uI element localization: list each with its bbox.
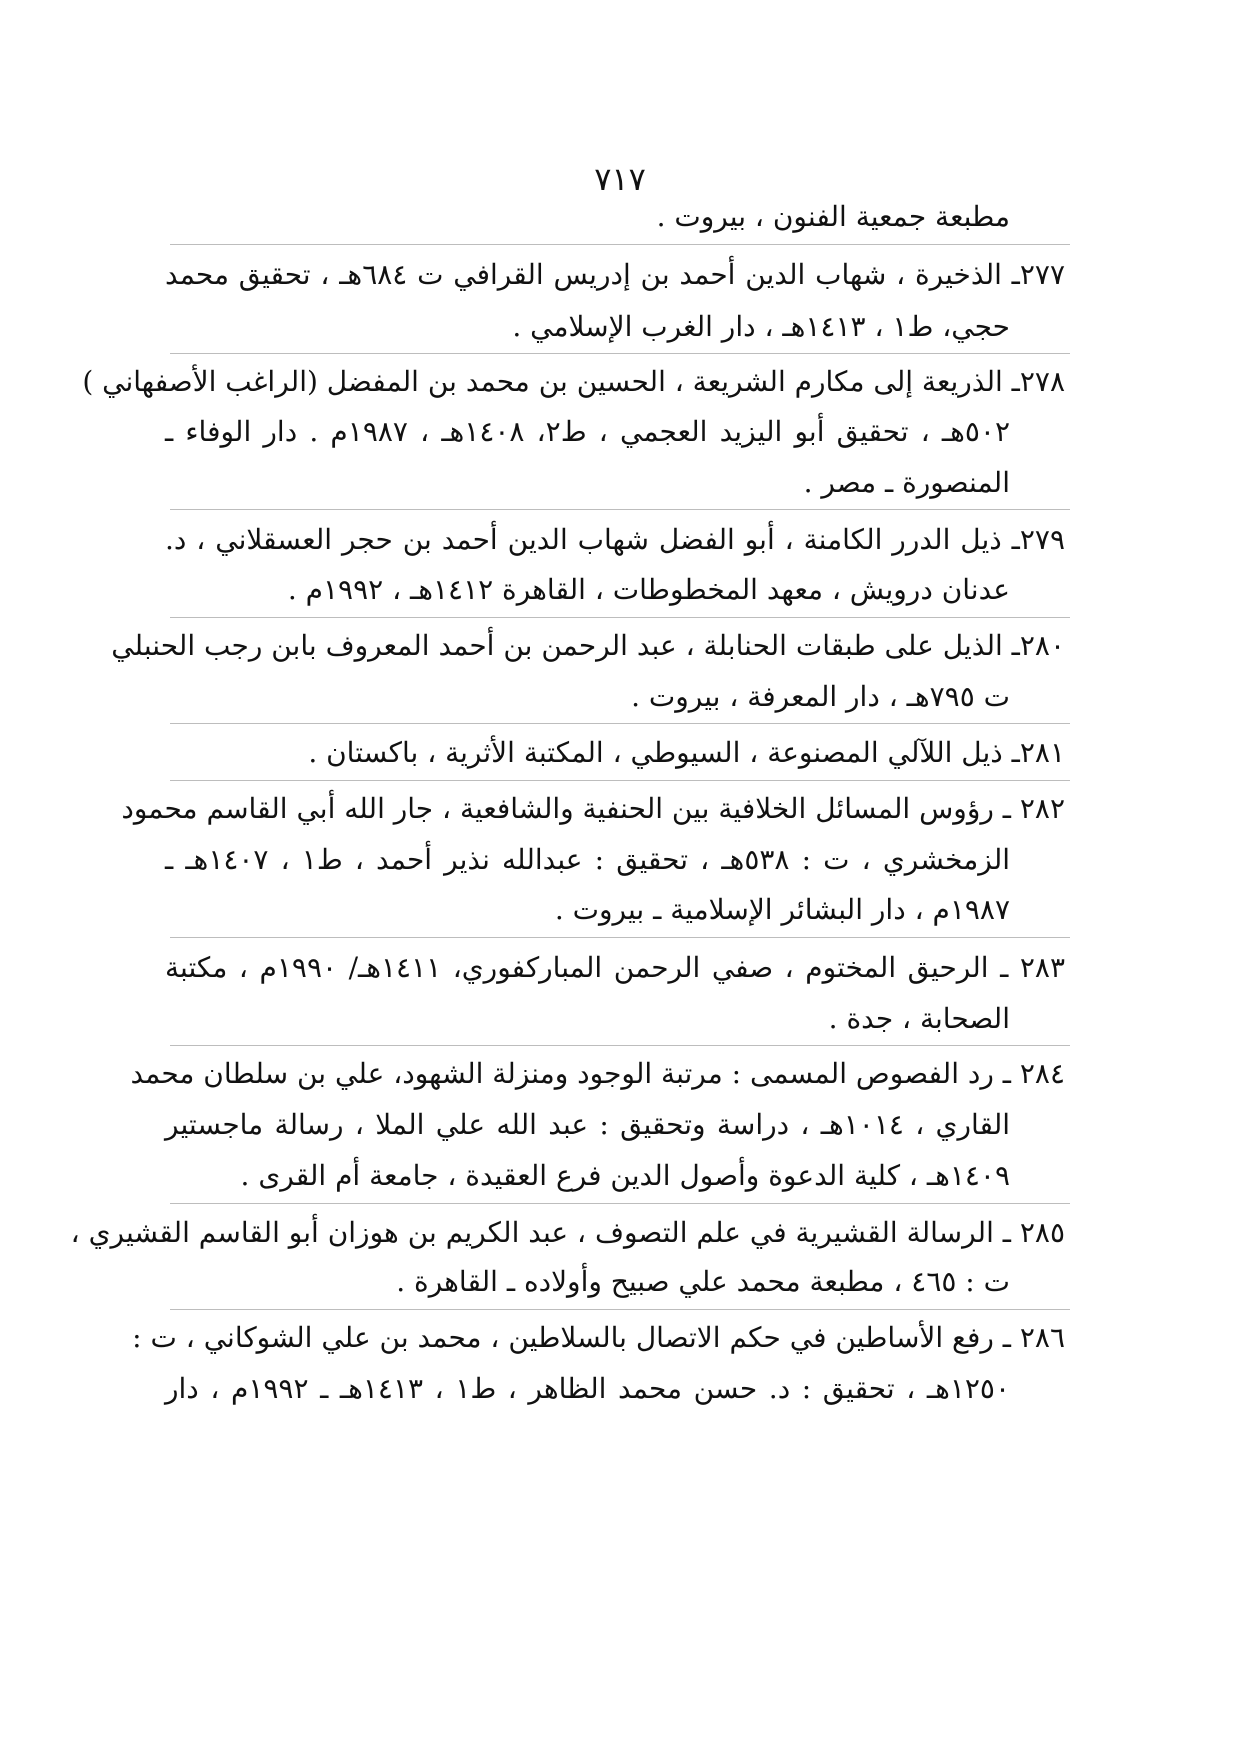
- entry-line: ٢٧٨ـ الذريعة إلى مكارم الشريعة ، الحسين بن محمد بن المفضل (الراغب الأصفهاني ): [82, 365, 1065, 398]
- entry-separator: [170, 937, 1070, 938]
- entry-line: ٢٨٤ ـ رد الفصوص المسمى : مرتبة الوجود ومنزلة الشهود، علي بن سلطان محمد: [130, 1057, 1065, 1090]
- entry-line: ١٩٨٧م ، دار البشائر الإسلامية ـ بيروت .: [554, 893, 1010, 926]
- entry-separator: [170, 1045, 1070, 1046]
- entry-line: حجي، ط١ ، ١٤١٣هـ ، دار الغرب الإسلامي .: [512, 310, 1010, 343]
- entry-line: ١٤٠٩هـ ، كلية الدعوة وأصول الدين فرع العقيدة ، جامعة أم القرى .: [240, 1159, 1010, 1192]
- entry-separator: [170, 780, 1070, 781]
- entry-line: ٢٧٧ـ الذخيرة ، شهاب الدين أحمد بن إدريس القرافي ت ٦٨٤هـ ، تحقيق محمد: [165, 258, 1065, 291]
- entry-line: ٢٨٥ ـ الرسالة القشيرية في علم التصوف ، عبد الكريم بن هوزان أبو القاسم القشيري ،: [70, 1216, 1065, 1249]
- entry-line: ٢٨٠ـ الذيل على طبقات الحنابلة ، عبد الرحمن بن أحمد المعروف بابن رجب الحنبلي: [111, 629, 1065, 662]
- entry-line: الصحابة ، جدة .: [828, 1002, 1010, 1035]
- entry-line: عدنان درويش ، معهد المخطوطات ، القاهرة ١٤١٢هـ ، ١٩٩٢م .: [287, 573, 1010, 606]
- entry-line: ٢٨٣ ـ الرحيق المختوم ، صفي الرحمن المباركفوري، ١٤١١هـ/ ١٩٩٠م ، مكتبة: [165, 951, 1065, 984]
- entry-line: ت : ٤٦٥ ، مطبعة محمد علي صبيح وأولاده ـ القاهرة .: [396, 1265, 1010, 1298]
- entry-line: ٢٨٦ ـ رفع الأساطين في حكم الاتصال بالسلاطين ، محمد بن علي الشوكاني ، ت :: [132, 1321, 1065, 1354]
- entry-line: القاري ، ١٠١٤هـ ، دراسة وتحقيق : عبد الله علي الملا ، رسالة ماجستير: [165, 1108, 1011, 1141]
- entry-separator: [170, 723, 1070, 724]
- page-number: ٧١٧: [594, 160, 646, 198]
- entry-line: المنصورة ـ مصر .: [803, 466, 1010, 499]
- entry-line: ت ٧٩٥هـ ، دار المعرفة ، بيروت .: [631, 680, 1010, 713]
- entry-line: ٢٨١ـ ذيل اللآلي المصنوعة ، السيوطي ، المكتبة الأثرية ، باكستان .: [308, 736, 1065, 769]
- entry-separator: [170, 509, 1070, 510]
- entry-line: مطبعة جمعية الفنون ، بيروت .: [656, 200, 1010, 233]
- entry-separator: [170, 1203, 1070, 1204]
- entry-line: ٢٧٩ـ ذيل الدرر الكامنة ، أبو الفضل شهاب الدين أحمد بن حجر العسقلاني ، د.: [165, 523, 1065, 556]
- entry-separator: [170, 617, 1070, 618]
- entry-separator: [170, 353, 1070, 354]
- entry-separator: [170, 244, 1070, 245]
- entry-line: الزمخشري ، ت : ٥٣٨هـ ، تحقيق : عبدالله نذير أحمد ، ط١ ، ١٤٠٧هـ ـ: [165, 843, 1010, 876]
- entry-separator: [170, 1309, 1070, 1310]
- entry-line: ٢٨٢ ـ رؤوس المسائل الخلافية بين الحنفية والشافعية ، جار الله أبي القاسم محمود: [121, 792, 1065, 825]
- entry-line: ١٢٥٠هـ ، تحقيق : د. حسن محمد الظاهر ، ط١ ، ١٤١٣هـ ـ ١٩٩٢م ، دار: [165, 1372, 1010, 1405]
- entry-line: ٥٠٢هـ ، تحقيق أبو اليزيد العجمي ، ط٢، ١٤٠٨هـ ، ١٩٨٧م . دار الوفاء ـ: [165, 415, 1010, 448]
